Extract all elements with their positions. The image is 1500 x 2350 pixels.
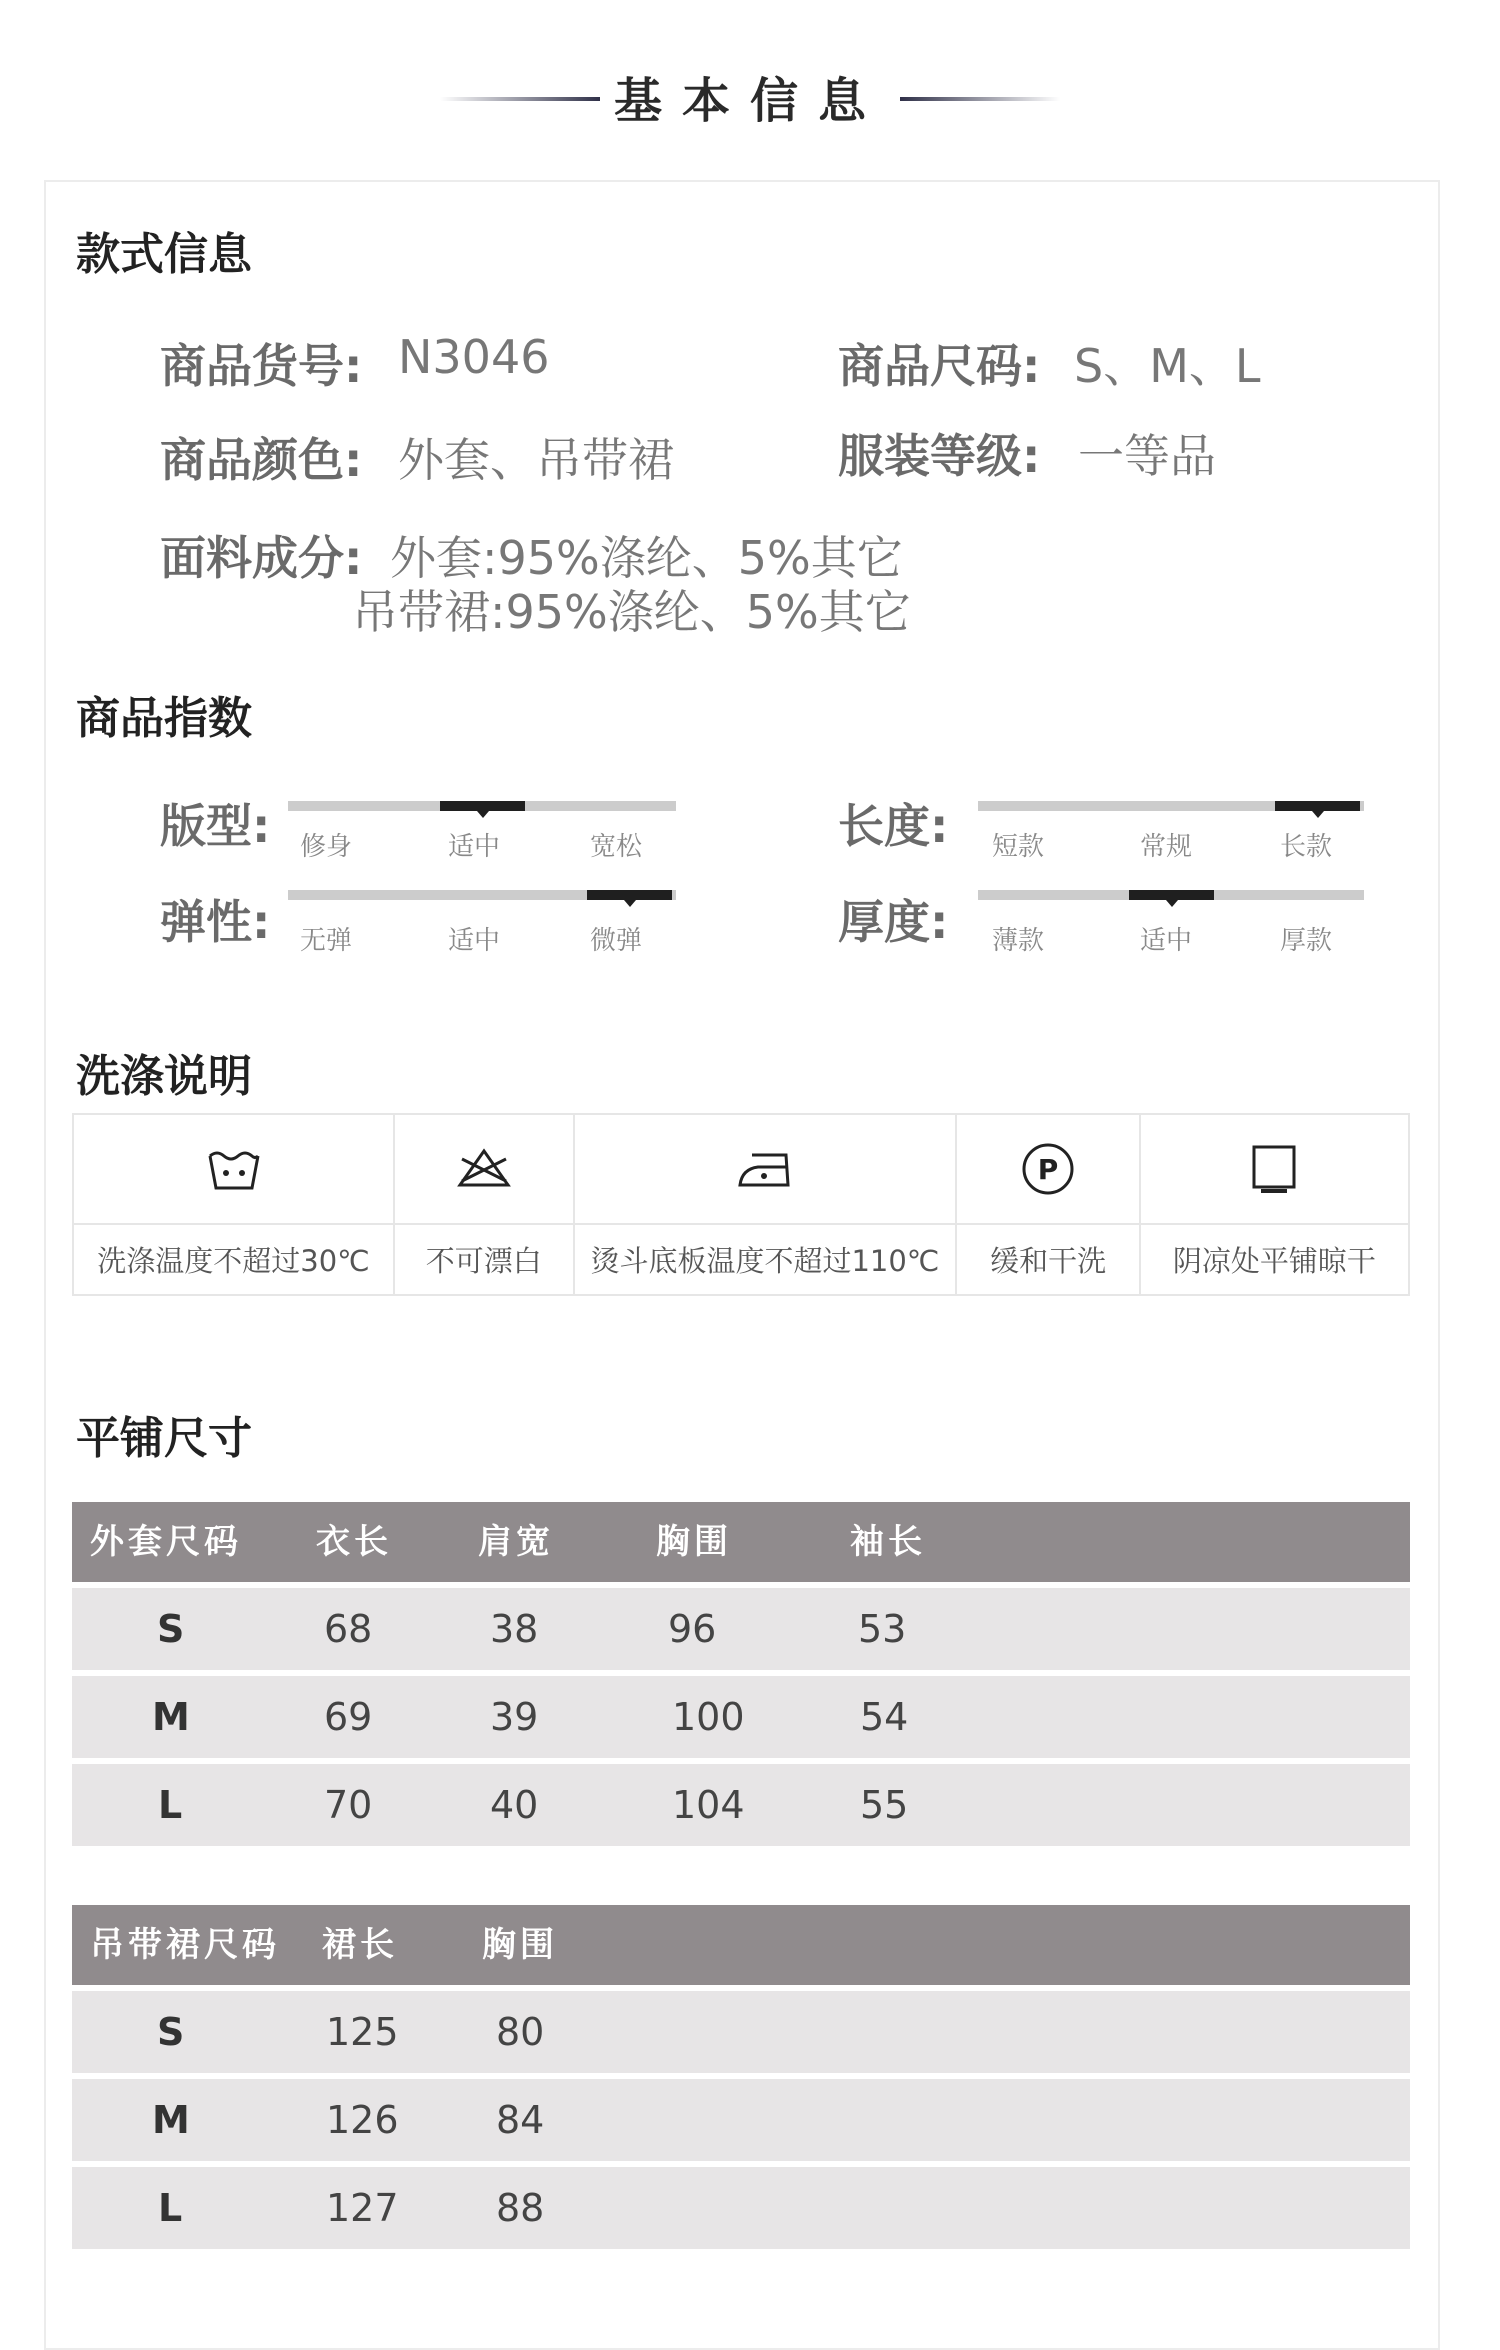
wash-30-icon <box>207 1146 261 1192</box>
length-tick-1: 短款 <box>992 832 1045 862</box>
cell-sleeve: 54 <box>860 1695 909 1739</box>
cell-sleeve: 53 <box>858 1607 907 1651</box>
table-row <box>72 1676 1410 1758</box>
cell-shoulder: 39 <box>490 1695 539 1739</box>
cell-size: S <box>157 2010 185 2054</box>
cell-chest: 96 <box>668 1607 717 1651</box>
jacket-col-length: 衣长 <box>316 1522 392 1562</box>
table-row <box>72 2167 1410 2249</box>
cell-size: M <box>152 2098 190 2142</box>
cell-shoulder: 38 <box>490 1607 539 1651</box>
care-text-wash: 洗涤温度不超过30℃ <box>97 1244 370 1278</box>
cell-size: L <box>158 2186 183 2230</box>
length-tick-2: 常规 <box>1140 832 1193 862</box>
jacket-col-chest: 胸围 <box>656 1522 732 1562</box>
care-text-dry: 阴凉处平铺晾干 <box>1172 1244 1376 1278</box>
thickness-marker <box>1129 890 1214 900</box>
cell-size: L <box>158 1783 183 1827</box>
dry-clean-p-icon <box>1020 1141 1076 1197</box>
cell-length: 68 <box>324 1607 373 1651</box>
care-item-iron <box>575 1115 958 1294</box>
cell-chest: 88 <box>496 2186 545 2230</box>
title-divider-right <box>900 97 1060 101</box>
jacket-col-shoulder: 肩宽 <box>478 1522 554 1562</box>
index-title: 商品指数 <box>76 693 252 744</box>
cell-length: 125 <box>326 2010 399 2054</box>
table-row <box>72 2079 1410 2161</box>
elasticity-tick-2: 适中 <box>448 926 501 956</box>
dress-col-chest: 胸围 <box>482 1925 558 1965</box>
thickness-label: 厚度: <box>838 895 949 949</box>
length-tick-3: 长款 <box>1280 832 1333 862</box>
cell-chest: 100 <box>672 1695 745 1739</box>
care-text-iron: 烫斗底板温度不超过110℃ <box>590 1244 940 1278</box>
elasticity-tick-3: 微弹 <box>590 926 643 956</box>
cell-length: 126 <box>326 2098 399 2142</box>
size-value: S、M、L <box>1074 339 1261 393</box>
fit-tick-3: 宽松 <box>590 832 643 862</box>
elasticity-track <box>288 890 676 900</box>
cell-size: S <box>157 1607 185 1651</box>
page-title: 基本信息 <box>613 73 886 129</box>
jacket-col-sleeve: 袖长 <box>850 1522 926 1562</box>
grade-value: 一等品 <box>1078 429 1216 483</box>
size-label: 商品尺码: <box>838 339 1041 393</box>
cell-length: 127 <box>326 2186 399 2230</box>
dress-size-table <box>72 1905 1410 2249</box>
dress-col-length: 裙长 <box>322 1925 398 1965</box>
fit-tick-1: 修身 <box>300 832 353 862</box>
dress-table-header <box>72 1905 1410 1985</box>
cell-shoulder: 40 <box>490 1783 539 1827</box>
care-item-dry <box>1141 1115 1408 1294</box>
care-item-dryclean <box>957 1115 1140 1294</box>
color-label: 商品颜色: <box>160 433 363 487</box>
table-row <box>72 1991 1410 2073</box>
item-no-value: N3046 <box>398 330 550 384</box>
elasticity-label: 弹性: <box>160 895 271 949</box>
cell-sleeve: 55 <box>860 1783 909 1827</box>
care-text-bleach: 不可漂白 <box>425 1244 542 1278</box>
fit-marker <box>440 801 525 811</box>
sizes-title: 平铺尺寸 <box>76 1413 252 1464</box>
cell-chest: 80 <box>496 2010 545 2054</box>
jacket-size-table <box>72 1502 1410 1846</box>
care-title: 洗涤说明 <box>76 1051 252 1102</box>
thickness-tick-3: 厚款 <box>1280 926 1333 956</box>
care-item-bleach <box>395 1115 574 1294</box>
svg-text:P: P <box>1037 1153 1059 1186</box>
fit-label: 版型: <box>160 799 271 853</box>
fit-track <box>288 801 676 811</box>
item-no-label: 商品货号: <box>160 339 363 393</box>
length-label: 长度: <box>838 799 949 853</box>
care-text-dryclean: 缓和干洗 <box>990 1244 1107 1278</box>
dress-col-size: 吊带裙尺码 <box>90 1925 280 1965</box>
thickness-tick-2: 适中 <box>1140 926 1193 956</box>
length-marker <box>1275 801 1360 811</box>
cell-length: 69 <box>324 1695 373 1739</box>
cell-chest: 104 <box>672 1783 745 1827</box>
elasticity-tick-1: 无弹 <box>300 926 353 956</box>
color-value: 外套、吊带裙 <box>398 433 674 487</box>
cell-size: M <box>152 1695 190 1739</box>
shade-dry-icon <box>1249 1142 1299 1196</box>
fabric-label: 面料成分: <box>160 531 363 585</box>
no-bleach-icon <box>456 1147 512 1191</box>
elasticity-marker <box>587 890 672 900</box>
grade-label: 服装等级: <box>838 429 1041 483</box>
fabric-jacket: 外套:95%涤纶、5%其它 <box>390 531 903 585</box>
jacket-col-size: 外套尺码 <box>90 1522 242 1562</box>
cell-length: 70 <box>324 1783 373 1827</box>
fabric-dress: 吊带裙:95%涤纶、5%其它 <box>352 585 911 639</box>
jacket-table-header <box>72 1502 1410 1582</box>
style-info-title: 款式信息 <box>76 229 252 280</box>
title-divider-left <box>440 97 600 101</box>
table-row <box>72 1764 1410 1846</box>
thickness-tick-1: 薄款 <box>992 926 1045 956</box>
care-item-wash <box>74 1115 395 1294</box>
thickness-track <box>978 890 1364 900</box>
fit-tick-2: 适中 <box>448 832 501 862</box>
care-table <box>72 1113 1410 1296</box>
cell-chest: 84 <box>496 2098 545 2142</box>
length-track <box>978 801 1364 811</box>
iron-icon <box>736 1147 794 1191</box>
table-row <box>72 1588 1410 1670</box>
